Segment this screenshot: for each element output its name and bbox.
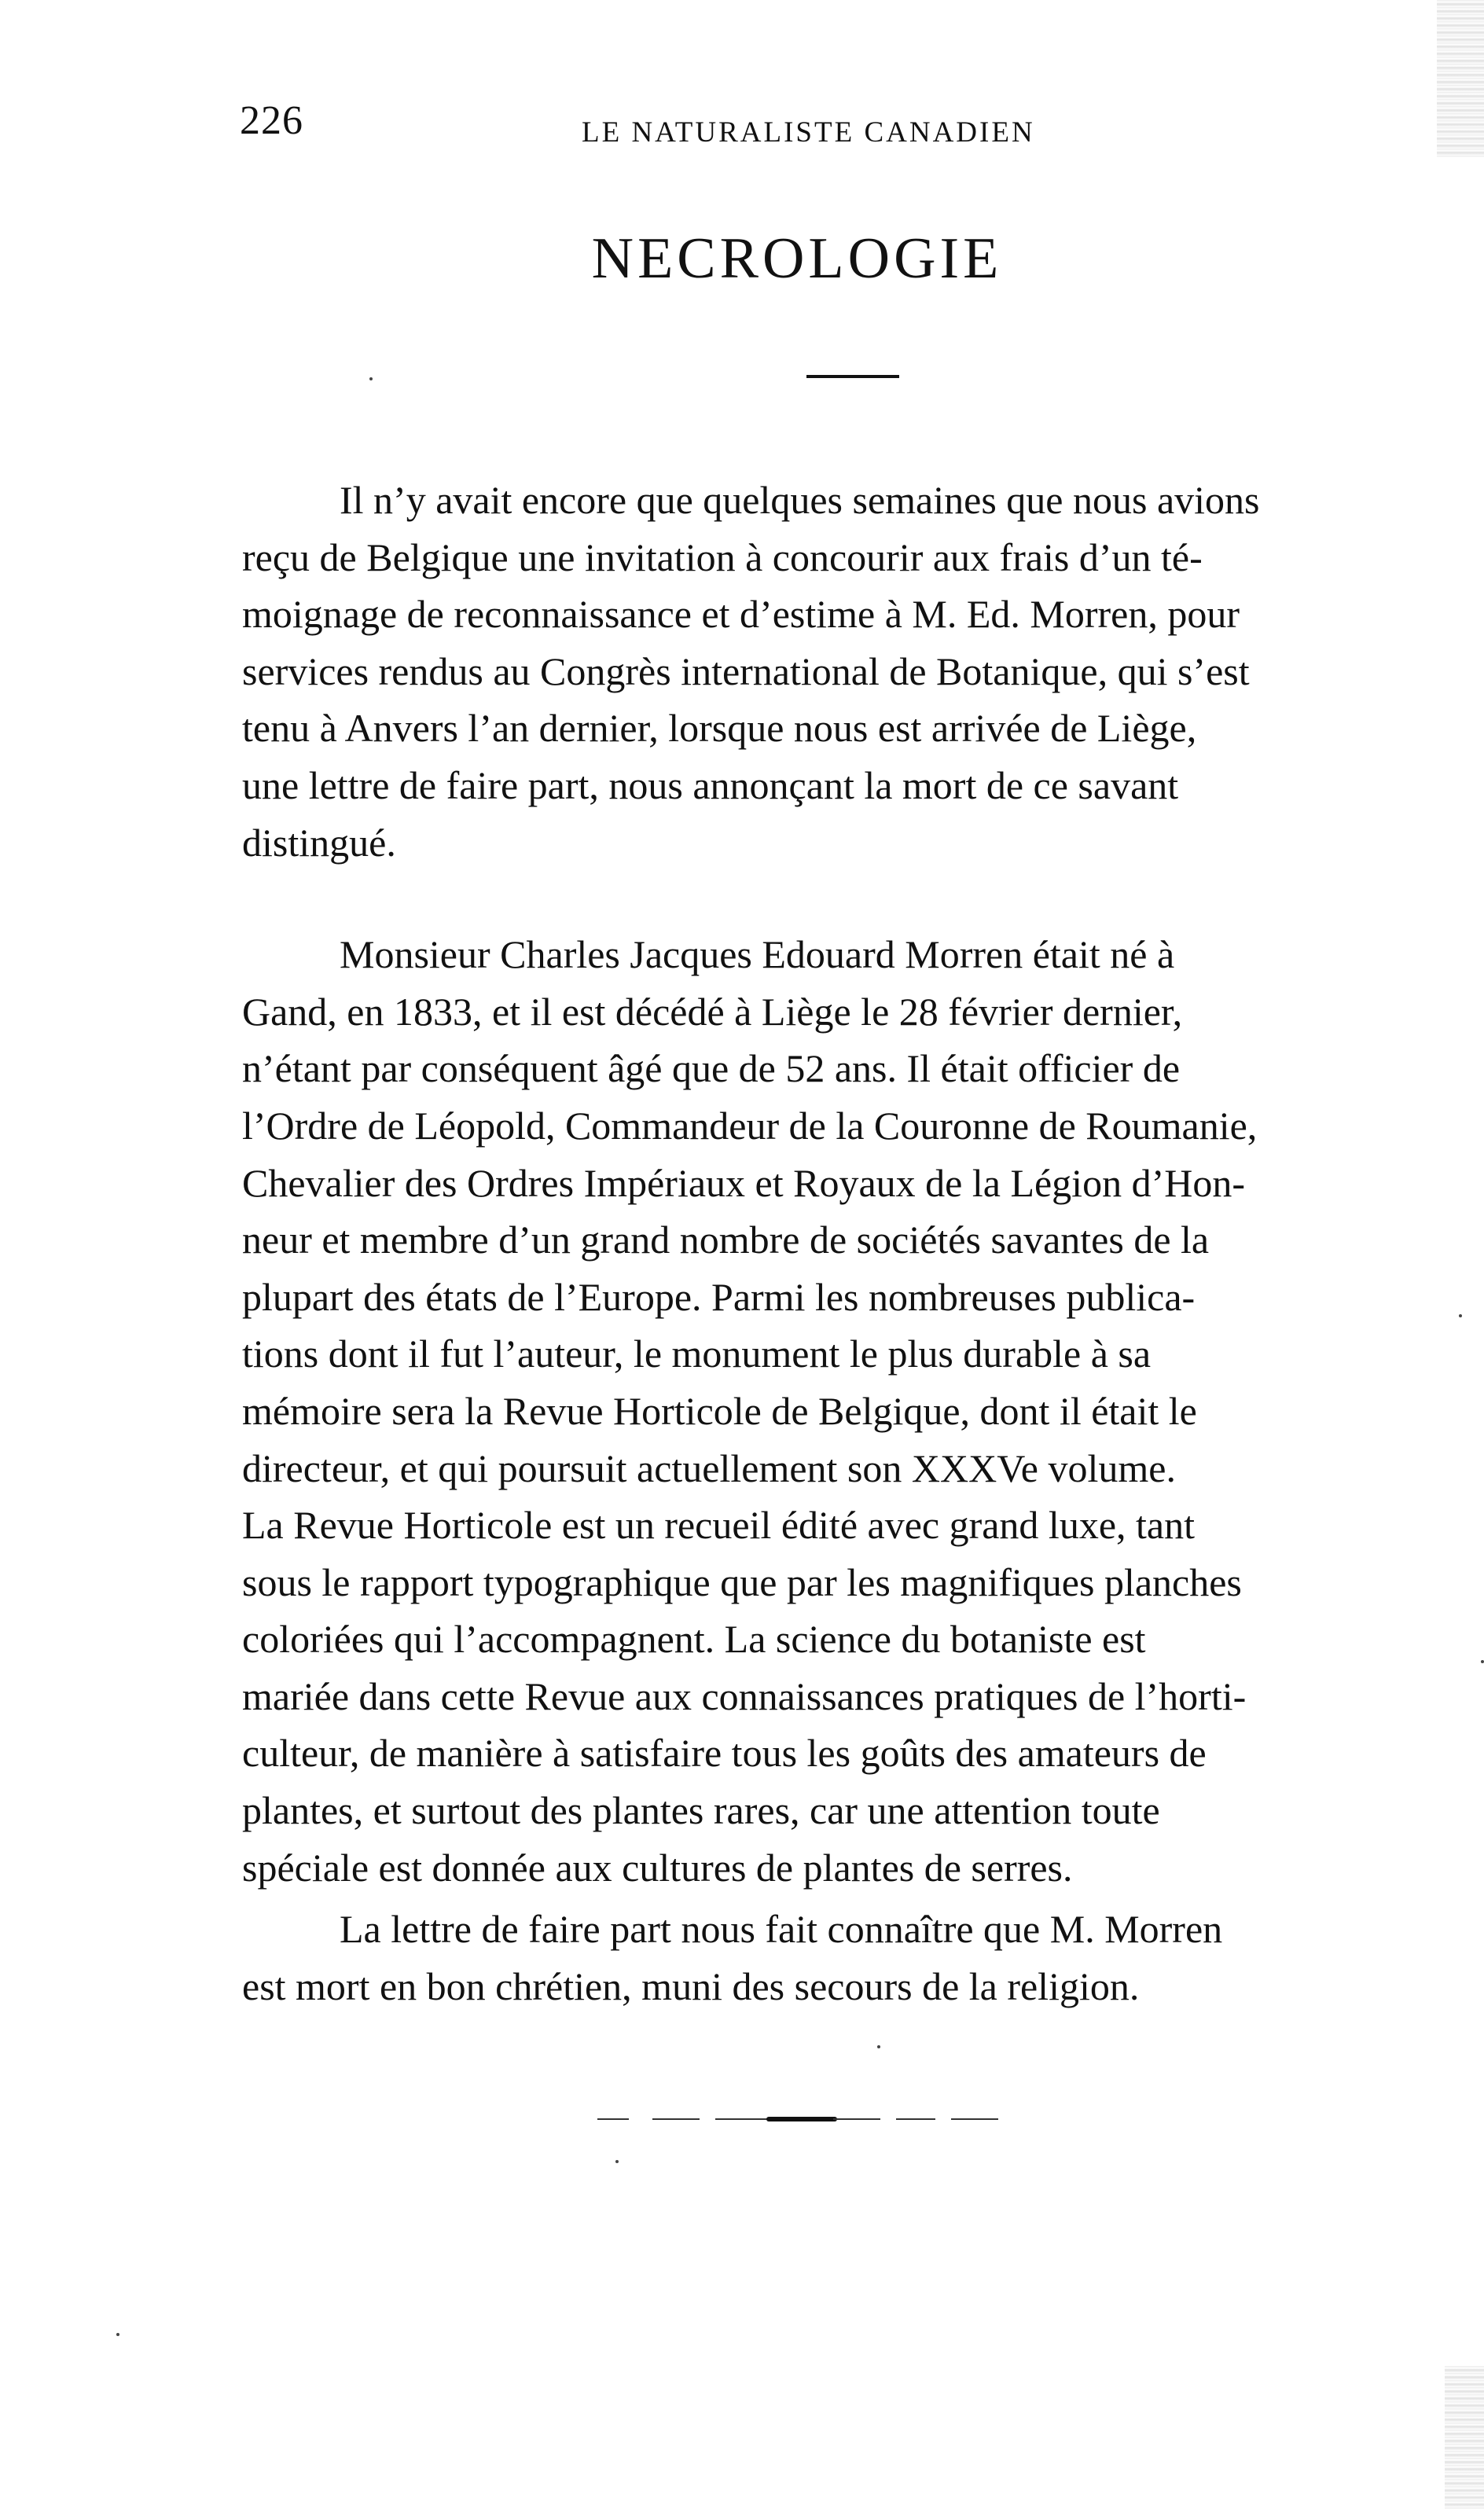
text-line: plantes, et surtout des plantes rares, car une attention toute bbox=[242, 1788, 1160, 1833]
article-body bbox=[242, 472, 1484, 2015]
running-head: LE NATURALISTE CANADIEN bbox=[582, 116, 1035, 149]
text-line: Chevalier des Ordres Impériaux et Royaux de la Légion d’Hon- bbox=[242, 1160, 1245, 1205]
scan-speck bbox=[116, 2333, 119, 2336]
text-line: distingué. bbox=[242, 820, 396, 865]
scan-speck bbox=[615, 2160, 619, 2163]
paragraph-2 bbox=[242, 926, 1484, 1896]
scan-speck bbox=[369, 377, 373, 380]
text-line: mémoire sera la Revue Horticole de Belgique, dont il était le bbox=[242, 1388, 1197, 1433]
text-line: La Revue Horticole est un recueil édité avec grand luxe, tant bbox=[242, 1503, 1195, 1548]
page-number: 226 bbox=[240, 98, 303, 143]
text-line: n’étant par conséquent âgé que de 52 ans. Il était officier de bbox=[242, 1046, 1181, 1091]
scan-speck bbox=[1459, 1314, 1462, 1317]
end-rule-segment bbox=[652, 2118, 700, 2120]
text-line: est mort en bon chrétien, muni des secours de la religion. bbox=[242, 1963, 1140, 2008]
text-line: Il n’y avait encore que quelques semaines que nous avions bbox=[340, 478, 1260, 522]
section-title: NECROLOGIE bbox=[591, 226, 1003, 291]
text-line: reçu de Belgique une invitation à concourir aux frais d’un té- bbox=[242, 534, 1203, 579]
end-ornament-rule bbox=[597, 2116, 1006, 2122]
text-line: culteur, de manière à satisfaire tous les goûts des amateurs de bbox=[242, 1731, 1207, 1776]
end-rule-center bbox=[766, 2117, 837, 2121]
text-line: l’Ordre de Léopold, Commandeur de la Couronne de Roumanie, bbox=[242, 1103, 1258, 1148]
paragraph-3 bbox=[242, 1901, 1484, 2015]
text-line: moignage de reconnaissance et d’estime à M. Ed. Morren, pour bbox=[242, 592, 1240, 637]
text-line: sous le rapport typographique que par les magnifiques planches bbox=[242, 1559, 1242, 1604]
text-line: Monsieur Charles Jacques Edouard Morren était né à bbox=[340, 932, 1175, 977]
text-line: une lettre de faire part, nous annonçant la mort de ce savant bbox=[242, 762, 1179, 807]
scan-edge-noise bbox=[1445, 2366, 1484, 2509]
end-rule-segment bbox=[597, 2118, 629, 2120]
text-line: Gand, en 1833, et il est décédé à Liège le 28 février dernier, bbox=[242, 989, 1183, 1034]
text-line: mariée dans cette Revue aux connaissances pratiques de l’horti- bbox=[242, 1673, 1247, 1718]
text-line: tenu à Anvers l’an dernier, lorsque nous est arrivée de Liège, bbox=[242, 706, 1197, 751]
text-line: tions dont il fut l’auteur, le monument le plus durable à sa bbox=[242, 1332, 1152, 1376]
text-line: services rendus au Congrès international de Botanique, qui s’est bbox=[242, 648, 1250, 693]
end-rule-segment bbox=[833, 2118, 880, 2120]
paragraph-1 bbox=[242, 472, 1484, 871]
scan-edge-noise bbox=[1437, 0, 1484, 157]
text-line: La lettre de faire part nous fait connaître que M. Morren bbox=[340, 1907, 1223, 1952]
end-rule-segment bbox=[896, 2118, 935, 2120]
scan-speck bbox=[1481, 1660, 1484, 1663]
text-line: directeur, et qui poursuit actuellement son XXXVe volume. bbox=[242, 1446, 1176, 1490]
end-rule-segment bbox=[715, 2118, 770, 2120]
text-line: coloriées qui l’accompagnent. La science du botaniste est bbox=[242, 1617, 1146, 1662]
end-rule-segment bbox=[951, 2118, 998, 2120]
text-line: spéciale est donnée aux cultures de plantes de serres. bbox=[242, 1845, 1073, 1890]
scan-speck bbox=[877, 2045, 880, 2048]
text-line: neur et membre d’un grand nombre de sociétés savantes de la bbox=[242, 1218, 1210, 1262]
title-rule bbox=[806, 375, 899, 378]
text-line: plupart des états de l’Europe. Parmi les nombreuses publica- bbox=[242, 1274, 1196, 1319]
